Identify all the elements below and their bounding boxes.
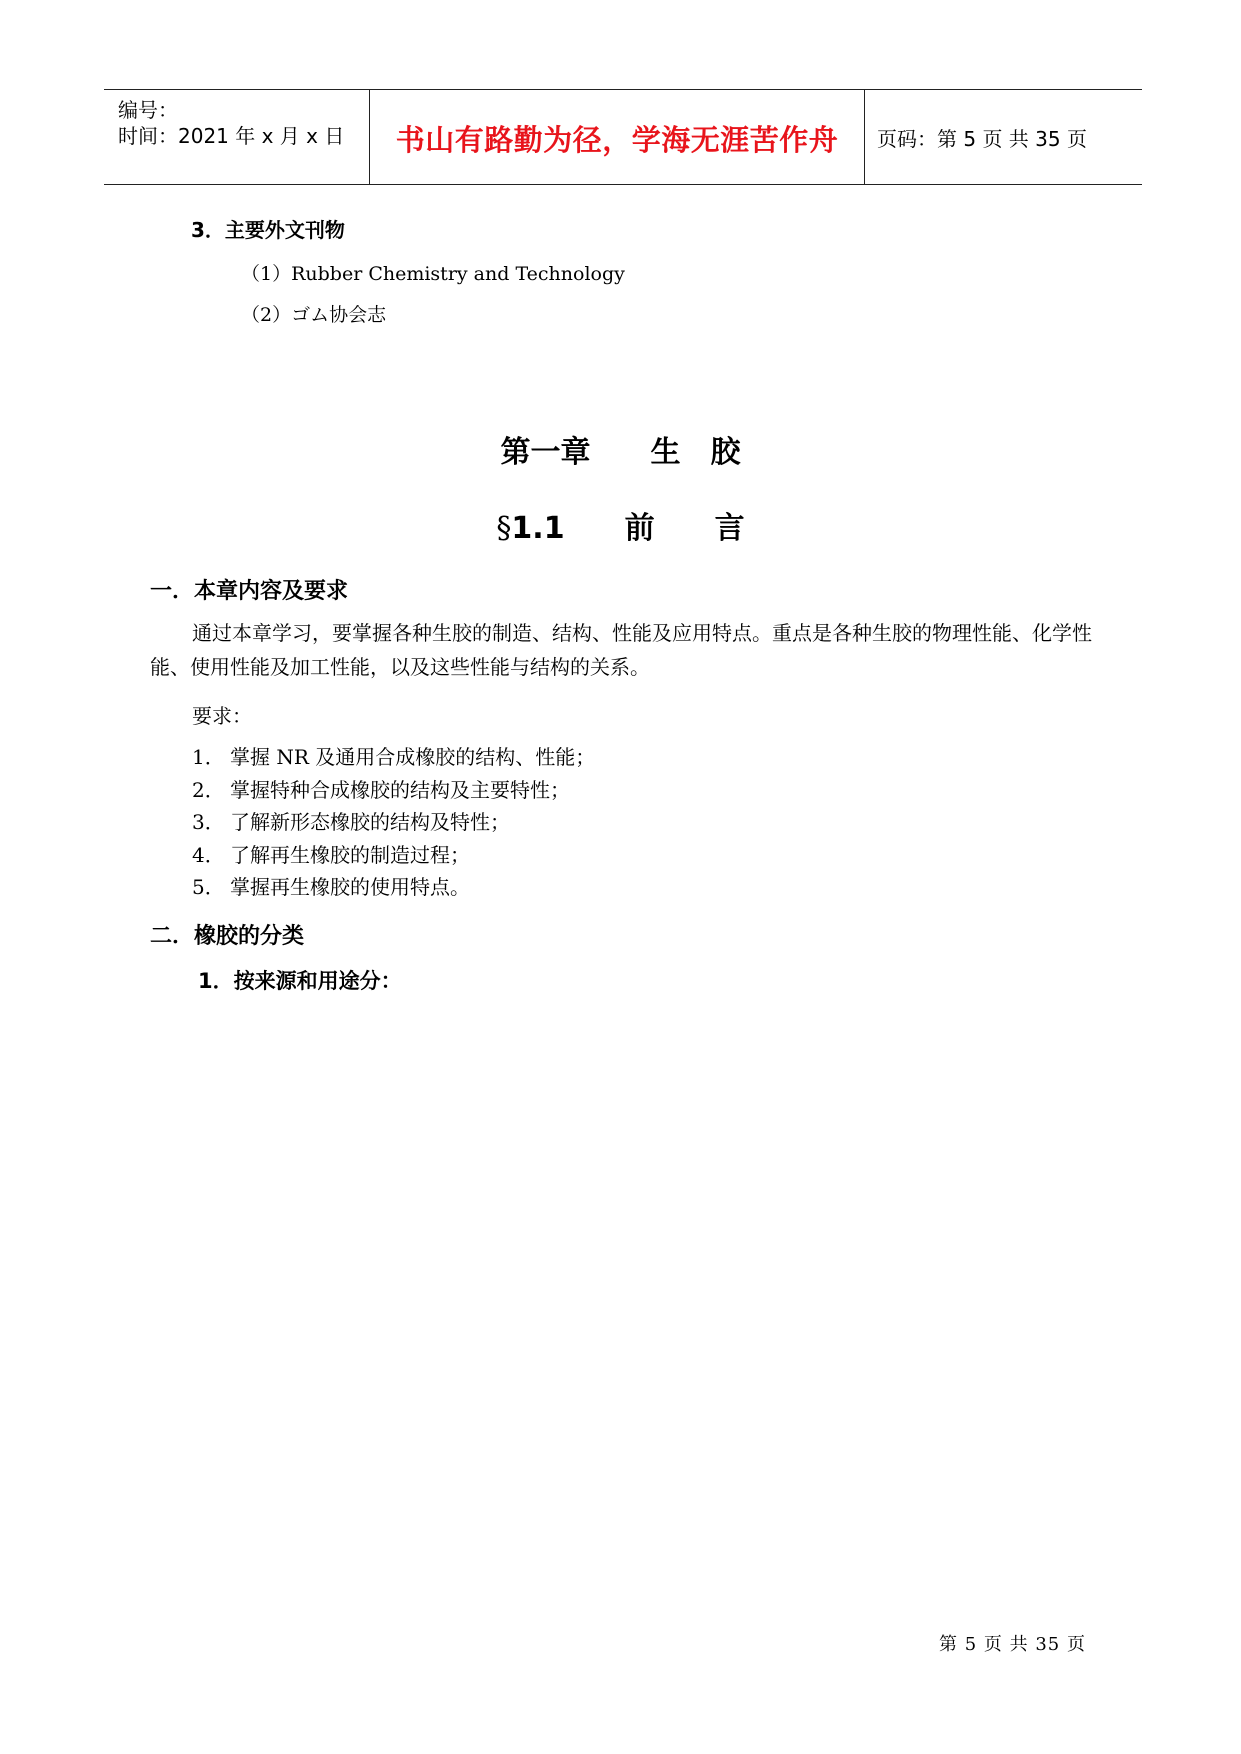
section-title	[0, 503, 1241, 547]
list-item-number: 4．	[192, 842, 225, 867]
time-label: 时间：2021 年 x 月 x 日	[118, 124, 345, 148]
section-symbol: §	[496, 511, 512, 546]
header-left-cell	[104, 90, 369, 184]
requirements-list	[192, 741, 595, 904]
part2-subheading: 1．按来源和用途分：	[198, 969, 402, 993]
list-item-number: 1．	[192, 745, 225, 769]
list-item	[192, 741, 595, 774]
motto: 书山有路勤为径，学海无涯苦作舟	[395, 123, 839, 157]
list-item-number: 3．	[192, 810, 225, 834]
part1-heading: 一．本章内容及要求	[150, 579, 349, 604]
header-page-info: 页码：第 5 页 共 35 页	[877, 127, 1087, 151]
chapter-title: 第一章 生 胶	[500, 435, 741, 470]
list-item-number: 5．	[192, 875, 225, 899]
serial-label: 编号：	[118, 98, 178, 122]
journal-item: （1）Rubber Chemistry and Technology	[241, 263, 625, 285]
list-item-text: 掌握特种合成橡胶的结构及主要特性；	[230, 777, 570, 802]
list-item	[192, 839, 595, 872]
list-item-text: 了解新形态橡胶的结构及特性；	[230, 810, 510, 834]
section-title-text: 1.1 前 言	[511, 511, 745, 546]
journal-item: （2）ゴム协会志	[241, 304, 387, 326]
list-item-text: 了解再生橡胶的制造过程；	[230, 842, 470, 867]
list-item	[192, 806, 595, 839]
header-right-cell	[865, 90, 1142, 184]
list-item	[192, 774, 595, 807]
journals-heading: 3．主要外文刊物	[191, 218, 345, 242]
list-item	[192, 871, 595, 904]
part1-paragraph: 通过本章学习，要掌握各种生胶的制造、结构、性能及应用特点。重点是各种生胶的物理性能、化学性能、使用性能及加工性能，以及这些性能与结构的关系。	[150, 621, 1092, 679]
list-item-text: 掌握再生橡胶的使用特点。	[230, 875, 470, 899]
requirements-label: 要求：	[192, 704, 252, 728]
header-table	[104, 89, 1142, 185]
part2-heading: 二．橡胶的分类	[150, 924, 305, 949]
header-center-cell	[369, 90, 865, 184]
list-item-number: 2．	[192, 777, 225, 802]
page-footer: 第 5 页 共 35 页	[939, 1634, 1086, 1655]
list-item-text: 掌握 NR 及通用合成橡胶的结构、性能；	[230, 745, 596, 769]
